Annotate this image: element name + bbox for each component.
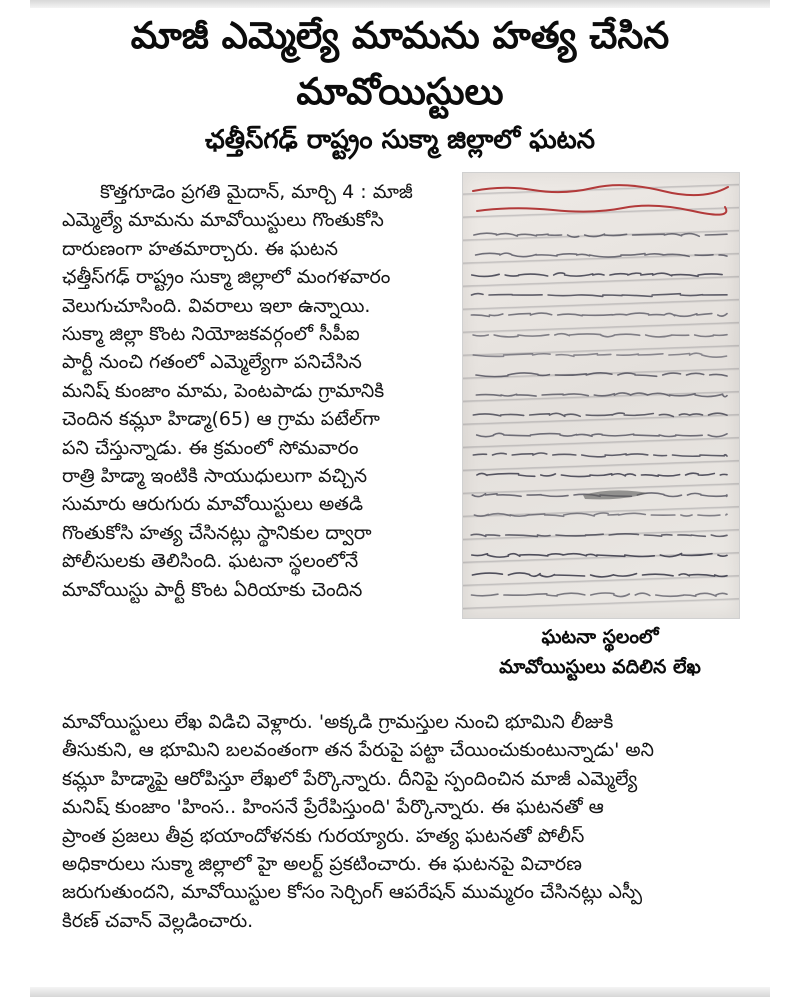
article-line: వెలుగుచూసింది. వివరాలు ఇలా ఉన్నాయి. [62,294,371,317]
handwriting-line [472,294,728,297]
handwriting-lines [471,233,727,596]
article-column [62,178,460,604]
article-line: మావోయిస్టు పార్టీ కొంట ఏరియాకు చెందిన [62,578,363,601]
top-edge [30,0,770,8]
handwriting-line [472,273,722,277]
article-line: కొత్తగూడెం ప్రగతి మైదాన్, మార్చి 4 : మాజీ [100,181,413,203]
handwriting-line [477,473,727,476]
handwriting-line [472,554,727,558]
article-line: కమ్లూ హిడ్మాపై ఆరోపిస్తూ లేఖలో పేర్కొన్నారు. దీనిపై స్పందించిన మాజీ ఎమ్మెల్యే [62,767,638,790]
article-line: జరుగుతుందని, మావోయిస్టుల కోసం సెర్చింగ్ ఆపరేషన్ ముమ్మరం చేసినట్లు ఎస్పీ [62,881,643,904]
ink-stroke [473,185,728,195]
headline-line-2: మావోయిస్టులు [296,70,504,113]
article-line: చెందిన కమ్లూ హిడ్మా(65) ఆ గ్రామ పటేల్‌గా [62,408,380,431]
article-line: దారుణంగా హతమార్చారు. ఈ ఘటన [62,237,338,260]
headline-line-1: మాజీ ఎమ్మెల్యే మామను హత్య చేసిన [130,14,670,57]
article-line: ఎమ్మెల్యే మామను మావోయిస్టులు గొంతుకోసి [62,209,384,232]
article-line: ప్రాంత ప్రజలు తీవ్ర భయాందోళనకు గురయ్యారు. హత్య ఘటనతో పోలీస్ [62,824,585,847]
handwriting-line [471,313,727,316]
handwriting-line [474,513,727,516]
handwriting-line [473,353,726,357]
article-line: ఛత్తీస్‌గఢ్ రాష్ట్రం సుక్మా జిల్లాలో మంగళవారం [62,266,391,289]
ink-stroke [477,206,726,215]
article-line: అధికారులు సుక్మా జిల్లాలో హై అలర్ట్ ప్రకటించారు. ఈ ఘటనపై విచారణ [62,853,582,876]
handwriting-line [471,534,727,537]
handwriting-line [477,433,727,436]
article-line: రాత్రి హిడ్మా ఇంటికి సాయుధులుగా వచ్చిన [62,465,368,488]
article-line: సుక్మా జిల్లా కొంట నియోజకవర్గంలో సీపీఐ [62,323,360,346]
handwriting-line [476,393,727,397]
handwritten-letter-illustration [463,173,739,618]
article-line: గొంతుకోసి హత్య చేసినట్లు స్థానికుల ద్వారా [62,521,372,544]
subheading: ఛత్తీస్‌గఢ్ రాష్ట్రం సుక్మా జిల్లాలో ఘటన [205,125,595,155]
handwriting-line [476,373,727,377]
handwriting-line [474,233,727,237]
handwriting-line [473,453,727,457]
photo-caption-line-2: మావోయిస్టులు వదిలిన లేఖ [499,656,701,678]
bottom-edge [30,987,770,997]
article-line: మావోయిస్టులు లేఖ విడిచి వెళ్లారు. 'అక్కడి గ్రామస్తుల నుంచి భూమిని లీజుకి [62,711,614,733]
article-line: పని చేస్తున్నాడు. ఈ క్రమంలో సోమవారం [62,436,359,459]
handwriting-line [473,334,727,337]
article-line: పార్టీ నుంచి గతంలో ఎమ్మెల్యేగా పనిచేసిన [62,351,362,374]
blot-mark [583,490,648,499]
article-line: తీసుకుని, ఆ భూమిని బలవంతంగా తన పేరుపై పట్టా చేయించుకుంటున్నాడు' అని [62,739,654,762]
handwriting-line [473,413,727,416]
article-line: మనిష్ కుంజాం 'హింస.. హింసనే ప్రేరేపిస్తుంది' పేర్కొన్నారు. ఈ ఘటనతో ఆ [62,796,604,819]
article-line: కిరణ్ చవాన్ వెల్లడించారు. [62,909,254,932]
red-ink-header [473,185,728,215]
handwriting-line [472,593,728,597]
handwriting-line [472,573,727,577]
photo-caption-line-1: ఘటనా స్థలంలో [541,626,659,648]
handwriting-line [476,253,727,257]
article-line: పోలీసులకు తెలిసింది. ఘటనా స్థలంలోనే [62,550,359,573]
maoist-letter-photo [462,172,740,619]
article-line: సుమారు ఆరుగురు మావోయిస్టులు అతడి [62,493,364,516]
article-line: మనిష్ కుంజాం మామ, పెంటపాడు గ్రామానికి [62,379,385,402]
article-full-width [62,708,742,935]
